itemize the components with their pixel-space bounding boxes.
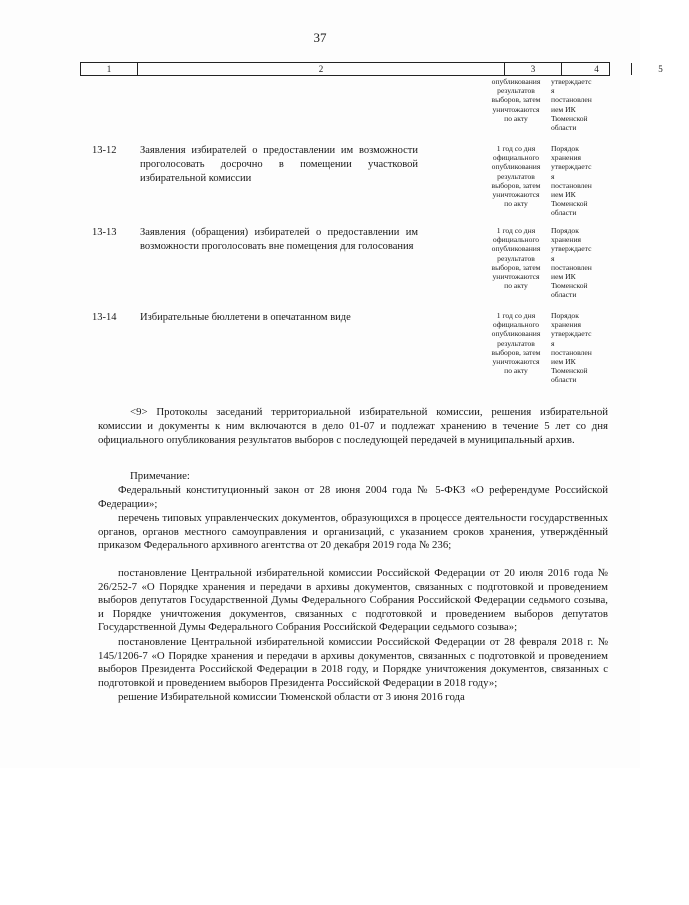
note-title: Примечание: bbox=[130, 470, 190, 482]
blank-area bbox=[0, 768, 640, 905]
note-item: постановление Центральной избирательной комиссии Российской Федерации от 28 февраля 2018 г. № 145/1206-7 «О Порядке хранения и передачи в архивы документов, связанных с подготовкой и проведением выборов Президента Российской Федерации в 2018 году, и Порядке уничтожения документов, связанных с подготовкой и проведением выборов Президента Российской Федерации в 2018 году»; bbox=[98, 636, 608, 689]
row-number: 13-12 bbox=[92, 145, 117, 156]
row-note: Порядок хранения утверждаетс я постановлен ием ИК Тюменской области bbox=[551, 226, 592, 300]
page-number: 37 bbox=[313, 30, 327, 45]
continued-row-retention: опубликования результатов выборов, затем уничтожаются по акту bbox=[491, 77, 541, 123]
row-title: Заявления (обращения) избирателей о предоставлении им возможности проголосовать вне помещения для голосования bbox=[140, 227, 418, 252]
column-number-5: 5 bbox=[658, 64, 663, 74]
note-item: Федеральный конституционный закон от 28 июня 2004 года № 5-ФКЗ «О референдуме Российской Федерации»; bbox=[98, 484, 608, 510]
continued-row-note: утверждаетс я постановлен ием ИК Тюменской области bbox=[551, 77, 592, 133]
row-retention: 1 год со дня официального опубликования результатов выборов, затем уничтожаются по акту bbox=[491, 226, 541, 291]
row-title: Заявления избирателей о предоставлении им возможности проголосовать досрочно в помещении участковой избирательной комиссии bbox=[140, 145, 418, 184]
row-title: Избирательные бюллетени в опечатанном виде bbox=[140, 312, 351, 323]
column-number-1: 1 bbox=[81, 63, 138, 75]
row-number: 13-13 bbox=[92, 227, 117, 238]
column-number-2: 2 bbox=[138, 63, 505, 75]
table-column-header bbox=[80, 62, 663, 76]
row-number: 13-14 bbox=[92, 312, 117, 323]
row-retention: 1 год со дня официального опубликования результатов выборов, затем уничтожаются по акту bbox=[491, 311, 541, 376]
column-number-4: 4 bbox=[562, 63, 632, 75]
footnote-paragraph: <9> Протоколы заседаний территориальной избирательной комиссии, решения избирательной комиссии и документы к ним включаются в дело 01-07 и подлежат хранению в течение 5 лет со дня официального опубликования результатов выборов с последующей передачей в муниципальный архив. bbox=[98, 406, 608, 446]
row-note: Порядок хранения утверждаетс я постановлен ием ИК Тюменской области bbox=[551, 311, 592, 385]
column-number-3: 3 bbox=[505, 63, 562, 75]
row-note: Порядок хранения утверждаетс я постановлен ием ИК Тюменской области bbox=[551, 144, 592, 218]
row-retention: 1 год со дня официального опубликования результатов выборов, затем уничтожаются по акту bbox=[491, 144, 541, 209]
note-item: решение Избирательной комиссии Тюменской области от 3 июня 2016 года bbox=[118, 691, 465, 703]
note-item: постановление Центральной избирательной комиссии Российской Федерации от 20 июля 2016 года № 26/252-7 «О Порядке хранения и передачи в архивы документов, связанных с подготовкой и проведением выборов депутатов Государственной Думы Федерального Собрания Российской Федерации седьмого созыва, и Порядке уничтожения документов, связанных с подготовкой и проведением выборов депутатов Государственной Думы Федерального Собрания Российской Федерации седьмого созыва»; bbox=[98, 567, 608, 634]
note-item: перечень типовых управленческих документов, образующихся в процессе деятельности государственных органов, органов местного самоуправления и организаций, с указанием сроков хранения, утверждённый приказом Федерального архивного агентства от 20 декабря 2019 года № 236; bbox=[98, 512, 608, 552]
